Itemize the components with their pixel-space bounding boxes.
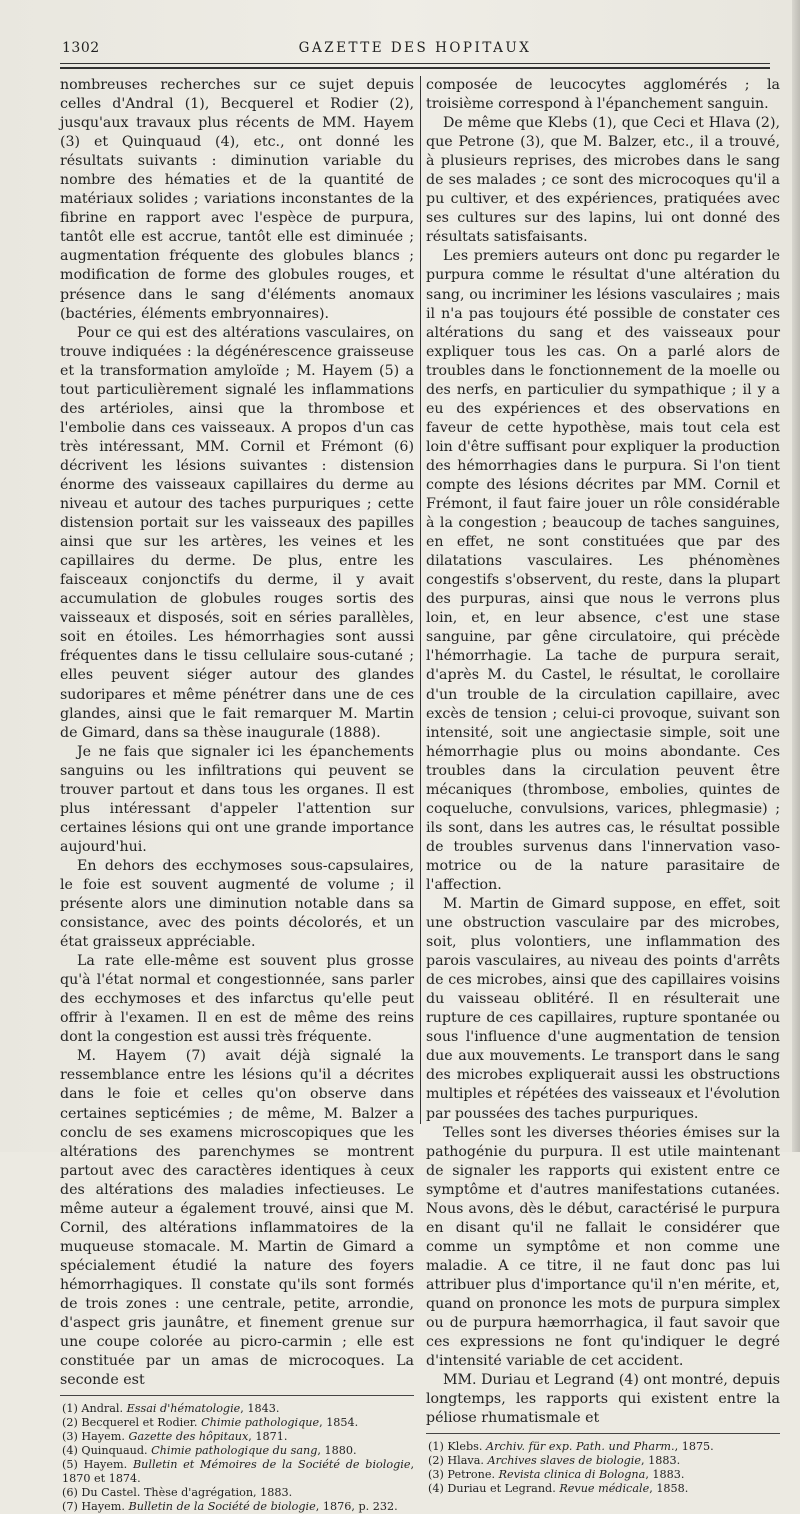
footnote-rest: , 1843. (240, 1402, 280, 1416)
footnote-rest: , 1870 et 1874. (62, 1458, 415, 1486)
footnote-author: Quinquaud. (81, 1444, 148, 1458)
footnote-number: (2) (62, 1416, 78, 1430)
footnote (60, 1444, 414, 1458)
footnote-work: Revue médicale (559, 1482, 650, 1496)
footnote-number: (1) (428, 1440, 444, 1454)
footnote (426, 1468, 780, 1482)
right-column (426, 76, 780, 1496)
right-paragraph-3: Les premiers auteurs ont donc pu regarder le purpura comme le résultat d'une altération du sang, ou incriminer les lésions vasculaires ; mais il n'a pas toujours été possible de constater ces altérations du sang et des vaisseaux pour expliquer tous les cas. On a parlé alors de troubles dans le fonctionnement de la moelle ou des nerfs, en particulier du sympathique ; il y a eu des expériences et des observations en faveur de cette hypothèse, mais tout cela est loin d'être suffisant pour expliquer la production des hémorrhagies dans le purpura. Si l'on tient compte des lésions décrites par MM. Cornil et Frémont, il faut faire jouer un rôle considérable à la congestion ; beaucoup de taches sanguines, en effet, ne sont constituées que par des dilatations vasculaires. Les phénomènes congestifs s'observent, du reste, dans la plupart des purpuras, ainsi que nous le verrons plus loin, et, en leur absence, c'est une stase sanguine, par gêne circulatoire, qui précède l'hémorrhagie. La tache de purpura serait, d'après M. du Castel, le résultat, le corollaire d'un trouble de la circulation capillaire, avec excès de tension ; celui-ci provoque, suivant son intensité, soit une angiectasie simple, soit une hémorrhagie plus ou moins abondante. Ces troubles dans la circulation peuvent être mécaniques (thrombose, embolies, quintes de coqueluche, convulsions, varices, phlegmasie) ; ils sont, dans les autres cas, le résultat possible de troubles survenus dans l'innervation vaso-motrice ou de la nature parasitaire de l'affection. (426, 248, 780, 893)
page-number: 1302 (62, 40, 100, 56)
footnote-rest: , 1876, p. 232. (315, 1500, 398, 1514)
footnote-author: Du Castel. (81, 1486, 141, 1500)
left-paragraph-5: La rate elle-même est souvent plus grosse qu'à l'état normal et congestionnée, sans parler des ecchymoses et des infarctus qu'elle peut offrir à l'examen. Il en est de même des reins dont la congestion est aussi très fréquente. (60, 953, 414, 1046)
footnote-author: Becquerel et Rodier. (81, 1416, 198, 1430)
footnote-author: Hlava. (447, 1454, 484, 1468)
footnote (60, 1430, 414, 1444)
right-paragraph-4: M. Martin de Gimard suppose, en effet, soit une obstruction vasculaire par des microbes, soit, plus volontiers, une inflammation des parois vasculaires, au niveau des points d'arrêts de ces microbes, ainsi que des capillaires voisins du vaisseau oblitéré. Il en résulterait une rupture de ces capillaires, rupture spontanée ou sous l'influence d'une augmentation de tension due aux mouvements. Le transport dans le sang des microbes expliquerait aussi les obstructions multiples et répétées des vaisseaux et l'évolution par poussées des taches purpuriques. (426, 896, 780, 1122)
publication-title: GAZETTE DES HOPITAUX (298, 40, 532, 56)
footnote (60, 1458, 414, 1486)
footnote-work: Bulletin et Mémoires de la Société de biologie (132, 1458, 411, 1472)
footnote (60, 1416, 414, 1430)
header-rule (60, 63, 770, 64)
footnote (60, 1486, 414, 1500)
footnote-rest: , 1883. (645, 1468, 685, 1482)
footnote-work: Essai d'hématologie (126, 1402, 241, 1416)
right-paragraph-2: De même que Klebs (1), que Ceci et Hlava (2), que Petrone (3), que M. Balzer, etc., il a trouvé, à plusieurs reprises, des microbes dans le sang de ses malades ; ce sont des microcoques qu'il a pu cultiver, et des expériences, pratiquées avec ses cultures sur des lapins, lui ont donné des résultats satisfaisants. (426, 115, 780, 246)
footnote-work: Gazette des hôpitaux (128, 1430, 249, 1444)
footnote-number: (3) (62, 1430, 78, 1444)
footnote-number: (4) (62, 1444, 78, 1458)
footnote-work: Revista clinica di Bologna (498, 1468, 646, 1482)
footnote-author: Hayem. (81, 1500, 125, 1514)
footnote-work: Bulletin de la Société de biologie (128, 1500, 316, 1514)
left-footnotes (60, 1402, 414, 1514)
left-paragraph-3: Je ne fais que signaler ici les épanchements sanguins ou les infiltrations qui peuvent se trouver partout et dans tous les organes. Il est plus intéressant d'appeler l'attention sur certaines lésions qui ont une grande importance aujourd'hui. (60, 743, 414, 855)
footnote-number: (5) (62, 1458, 78, 1472)
left-paragraph-4: En dehors des ecchymoses sous-capsulaires, le foie est souvent augmenté de volume ; il présente alors une diminution notable dans sa consistance, avec des points décolorés, et un état graisseux appréciable. (60, 857, 414, 951)
footnote-author: Hayem. (83, 1458, 128, 1472)
right-paragraph-5: Telles sont les diverses théories émises sur la pathogénie du purpura. Il est utile maintenant de signaler les rapports qui existent entre ce symptôme et d'autres manifestations cutanées. Nous avons, dès le début, caractérisé le purpura en disant qu'il ne fallait le considérer que comme un symptôme et non comme une maladie. A ce titre, il ne faut donc pas lui attribuer plus d'importance qu'il n'en mérite, et, quand on prononce les mots de purpura simplex ou de purpura hæmorrhagica, il faut savoir que ces expressions ne font qu'indiquer le degré d'intensité variable de cet accident. (426, 1124, 780, 1370)
header-rule-thick (60, 67, 770, 69)
footnote-rest: , 1871. (248, 1430, 288, 1444)
footnote-number: (6) (62, 1486, 78, 1500)
left-paragraph-6: M. Hayem (7) avait déjà signalé la ressemblance entre les lésions qu'il a décrites dans le foie et celles qu'on observe dans certaines septicémies ; de même, M. Balzer a conclu de ses examens microscopiques que les altérations des parenchymes se montrent partout avec des caractères identiques à ceux des altérations des maladies infectieuses. Le même auteur a également trouvé, ainsi que M. Cornil, des altérations inflammatoires de la muqueuse stomacale. M. Martin de Gimard a spécialement étudié la nature des foyers hémorrhagiques. Il constate qu'ils sont formés de trois zones : une centrale, petite, arrondie, d'aspect gris jaunâtre, et finement grenue sur une coupe colorée au picro-carmin ; elle est constituée par un amas de microcoques. La seconde est (60, 1048, 414, 1389)
right-footnotes (426, 1440, 780, 1496)
footnote-work: Chimie pathologique du sang (151, 1444, 318, 1458)
footnote-rule (426, 1433, 780, 1434)
footnote (426, 1482, 780, 1496)
footnote-work: Archiv. für exp. Path. und Pharm. (486, 1440, 675, 1454)
footnote-author: Hayem. (81, 1430, 125, 1444)
footnote-number: (1) (62, 1402, 78, 1416)
footnote-number: (2) (428, 1454, 444, 1468)
footnote (60, 1402, 414, 1416)
page-edge (792, 0, 800, 1152)
column-divider (420, 76, 421, 1124)
footnote (426, 1454, 780, 1468)
footnote-rest: Thèse d'agrégation, 1883. (143, 1486, 293, 1500)
footnote-author: Andral. (81, 1402, 124, 1416)
footnote-rest: , 1858. (649, 1482, 689, 1496)
footnote-author: Klebs. (447, 1440, 483, 1454)
footnote-number: (4) (428, 1482, 444, 1496)
left-paragraph-2: Pour ce qui est des altérations vasculaires, on trouve indiquées : la dégénérescence graisseuse et la transformation amyloïde ; M. Hayem (5) a tout particulièrement signalé les inflammations des artérioles, ainsi que la thrombose et l'embolie dans ces vaisseaux. A propos d'un cas très intéressant, MM. Cornil et Frémont (6) décrivent les lésions suivantes : distension énorme des vaisseaux capillaires du derme au niveau et autour des taches purpuriques ; cette distension portait sur les vaisseaux des papilles ainsi que sur les artères, les veines et les capillaires du derme. De plus, entre les faisceaux conjonctifs du derme, il y avait accumulation de globules rouges sortis des vaisseaux et disposés, soit en séries parallèles, soit en étoiles. Les hémorrhagies sont aussi fréquentes dans le tissu cellulaire sous-cutané ; elles peuvent siéger autour des glandes sudoripares et même pénétrer dans une de ces glandes, ainsi que le fait remarquer M. Martin de Gimard, dans sa thèse inaugurale (1888). (60, 324, 414, 741)
footnote-work: Archives slaves de biologie (487, 1454, 641, 1468)
right-paragraph-1: composée de leucocytes agglomérés ; la troisième correspond à l'épanchement sanguin. (426, 77, 780, 113)
right-paragraph-6: MM. Duriau et Legrand (4) ont montré, depuis longtemps, les rapports qui existent entre la péliose rhumatismale et (426, 1372, 780, 1427)
footnote (60, 1500, 414, 1514)
footnote-author: Duriau et Legrand. (447, 1482, 556, 1496)
footnote-number: (7) (62, 1500, 78, 1514)
footnote-rest: , 1875. (674, 1440, 714, 1454)
left-column (60, 76, 414, 1514)
footnote-work: Chimie pathologique (201, 1416, 320, 1430)
footnote-rule (60, 1395, 414, 1396)
footnote-author: Petrone. (447, 1468, 496, 1482)
footnote-rest: , 1880. (317, 1444, 357, 1458)
footnote-rest: , 1883. (640, 1454, 681, 1468)
page-header (60, 40, 770, 62)
footnote-rest: , 1854. (319, 1416, 359, 1430)
footnote-number: (3) (428, 1468, 444, 1482)
footnote (426, 1440, 780, 1454)
left-paragraph-1: nombreuses recherches sur ce sujet depuis celles d'Andral (1), Becquerel et Rodier (2), jusqu'aux travaux plus récents de MM. Hayem (3) et Quinquaud (4), etc., ont donné les résultats suivants : diminution variable du nombre des hématies et de la quantité de matériaux solides ; variations inconstantes de la fibrine en rapport avec l'espèce de purpura, tantôt elle est accrue, tantôt elle est diminuée ; augmentation fréquente des globules blancs ; modification de forme des globules rouges, et présence dans le sang d'éléments anomaux (bactéries, éléments embryonnaires). (60, 77, 414, 322)
